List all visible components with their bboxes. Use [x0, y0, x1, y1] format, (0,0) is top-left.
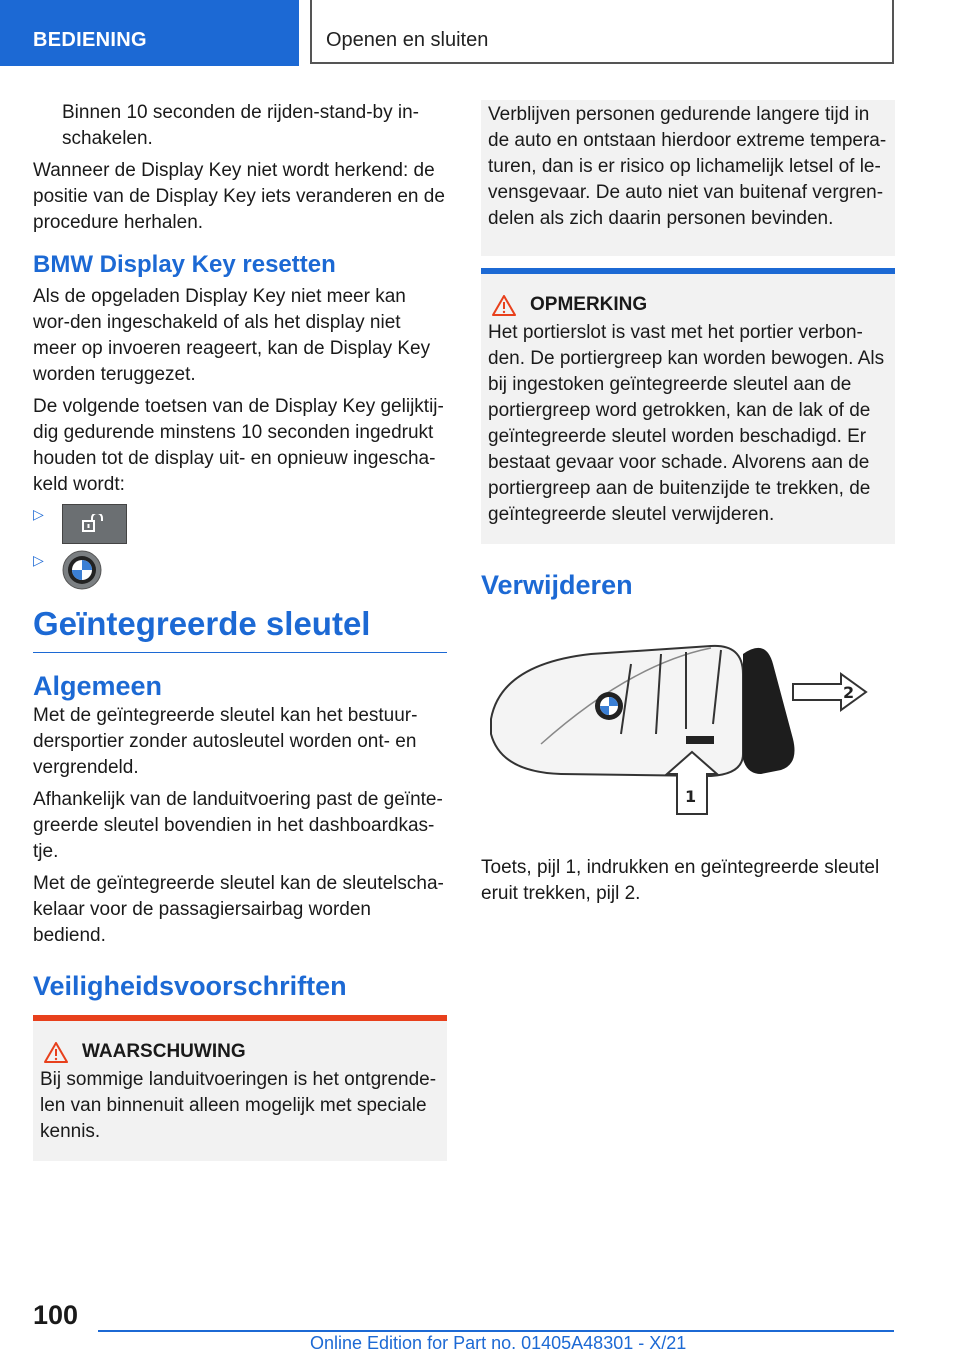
footer-divider — [98, 1330, 894, 1332]
warning-title-text: WAARSCHUWING — [82, 1041, 246, 1062]
note-bar — [481, 268, 895, 274]
paragraph-general-2: Afhankelijk van de landuitvoering past de geïnte-greerde sleutel bovendien in het dashboardkas-tje. — [33, 789, 443, 862]
heading-integrated-key: Geïntegreerde sleutel — [33, 604, 447, 653]
note-title — [488, 294, 888, 316]
bullet-marker: ▷ — [33, 506, 44, 522]
unlock-icon — [62, 504, 127, 544]
bmw-logo-icon — [62, 550, 102, 590]
warning-box — [33, 1015, 447, 1161]
left-column — [33, 100, 447, 1161]
paragraph-reset-keys: De volgende toetsen van de Display Key gelijktij-dig gedurende minstens 10 seconden ingedrukt houden tot de display uit- en opnieuw ingescha-keld wordt: — [33, 396, 444, 495]
header-chapter-tab — [310, 0, 894, 64]
header-section-label: BEDIENING — [33, 29, 147, 51]
warning-continued-text: Verblijven personen gedurende langere tijd in de auto en ontstaan hierdoor extreme tempera-turen, dan is er risico op lichamelijk letsel of le-vensgevaar. De auto niet van buitenaf vergren-delen als zich daarin personen bevinden. — [488, 104, 887, 229]
heading-remove: Verwijderen — [481, 570, 633, 600]
warning-bar — [33, 1015, 447, 1021]
right-column — [481, 100, 895, 913]
paragraph-reset-intro: Als de opgeladen Display Key niet meer kan wor-den ingeschakeld of als het display niet meer op invoeren reageert, kan de Display Key worden teruggezet. — [33, 286, 431, 385]
paragraph-standby: Binnen 10 seconden de rijden-stand-by in-schakelen. — [62, 102, 420, 149]
heading-safety: Veiligheidsvoorschriften — [33, 971, 347, 1001]
note-text: Het portierslot is vast met het portier verbon-den. De portiergreep kan worden bewogen. Als bij ingestoken geïntegreerde sleutel aan de portiergreep word getrokken, kan de lak of de geïntegreerde sleutel worden beschadigd. Er bestaat gevaar voor schade. Alvorens aan de portiergreep aan de buitenzijde te trekken, de geïntegreerde sleutel verwijderen. — [488, 322, 885, 525]
figure-label-2: 2 — [843, 683, 855, 702]
warning-text: Bij sommige landuitvoeringen is het ontgrende-len van binnenuit alleen mogelijk met speciale kennis. — [40, 1069, 437, 1142]
figure-label-1: 1 — [685, 787, 697, 806]
key-removal-figure — [481, 624, 895, 824]
note-box — [481, 268, 895, 544]
warning-triangle-icon — [44, 1042, 68, 1063]
warning-triangle-icon — [492, 295, 516, 316]
page-number: 100 — [33, 1300, 79, 1330]
paragraph-remove: Toets, pijl 1, indrukken en geïntegreerde sleutel eruit trekken, pijl 2. — [481, 857, 880, 904]
heading-general: Algemeen — [33, 671, 163, 701]
paragraph-not-recognized: Wanneer de Display Key niet wordt herkend: de positie van de Display Key iets veranderen en de procedure herhalen. — [33, 160, 445, 233]
footer-edition: Online Edition for Part no. 01405A48301 - X/21 — [310, 1333, 687, 1353]
header-section-tab — [0, 0, 299, 66]
note-title-text: OPMERKING — [530, 294, 648, 315]
list-item — [33, 504, 447, 544]
bullet-marker: ▷ — [33, 552, 44, 568]
paragraph-general-1: Met de geïntegreerde sleutel kan het bestuur-dersportier zonder autosleutel worden ont- en vergrendeld. — [33, 705, 418, 778]
warning-box-continued — [481, 100, 895, 256]
list-item — [33, 550, 447, 590]
warning-title — [40, 1041, 440, 1063]
header-chapter-label: Openen en sluiten — [326, 29, 489, 51]
paragraph-general-3: Met de geïntegreerde sleutel kan de sleutelscha-kelaar voor de passagiersairbag worden bediend. — [33, 873, 444, 946]
heading-reset: BMW Display Key resetten — [33, 251, 336, 278]
